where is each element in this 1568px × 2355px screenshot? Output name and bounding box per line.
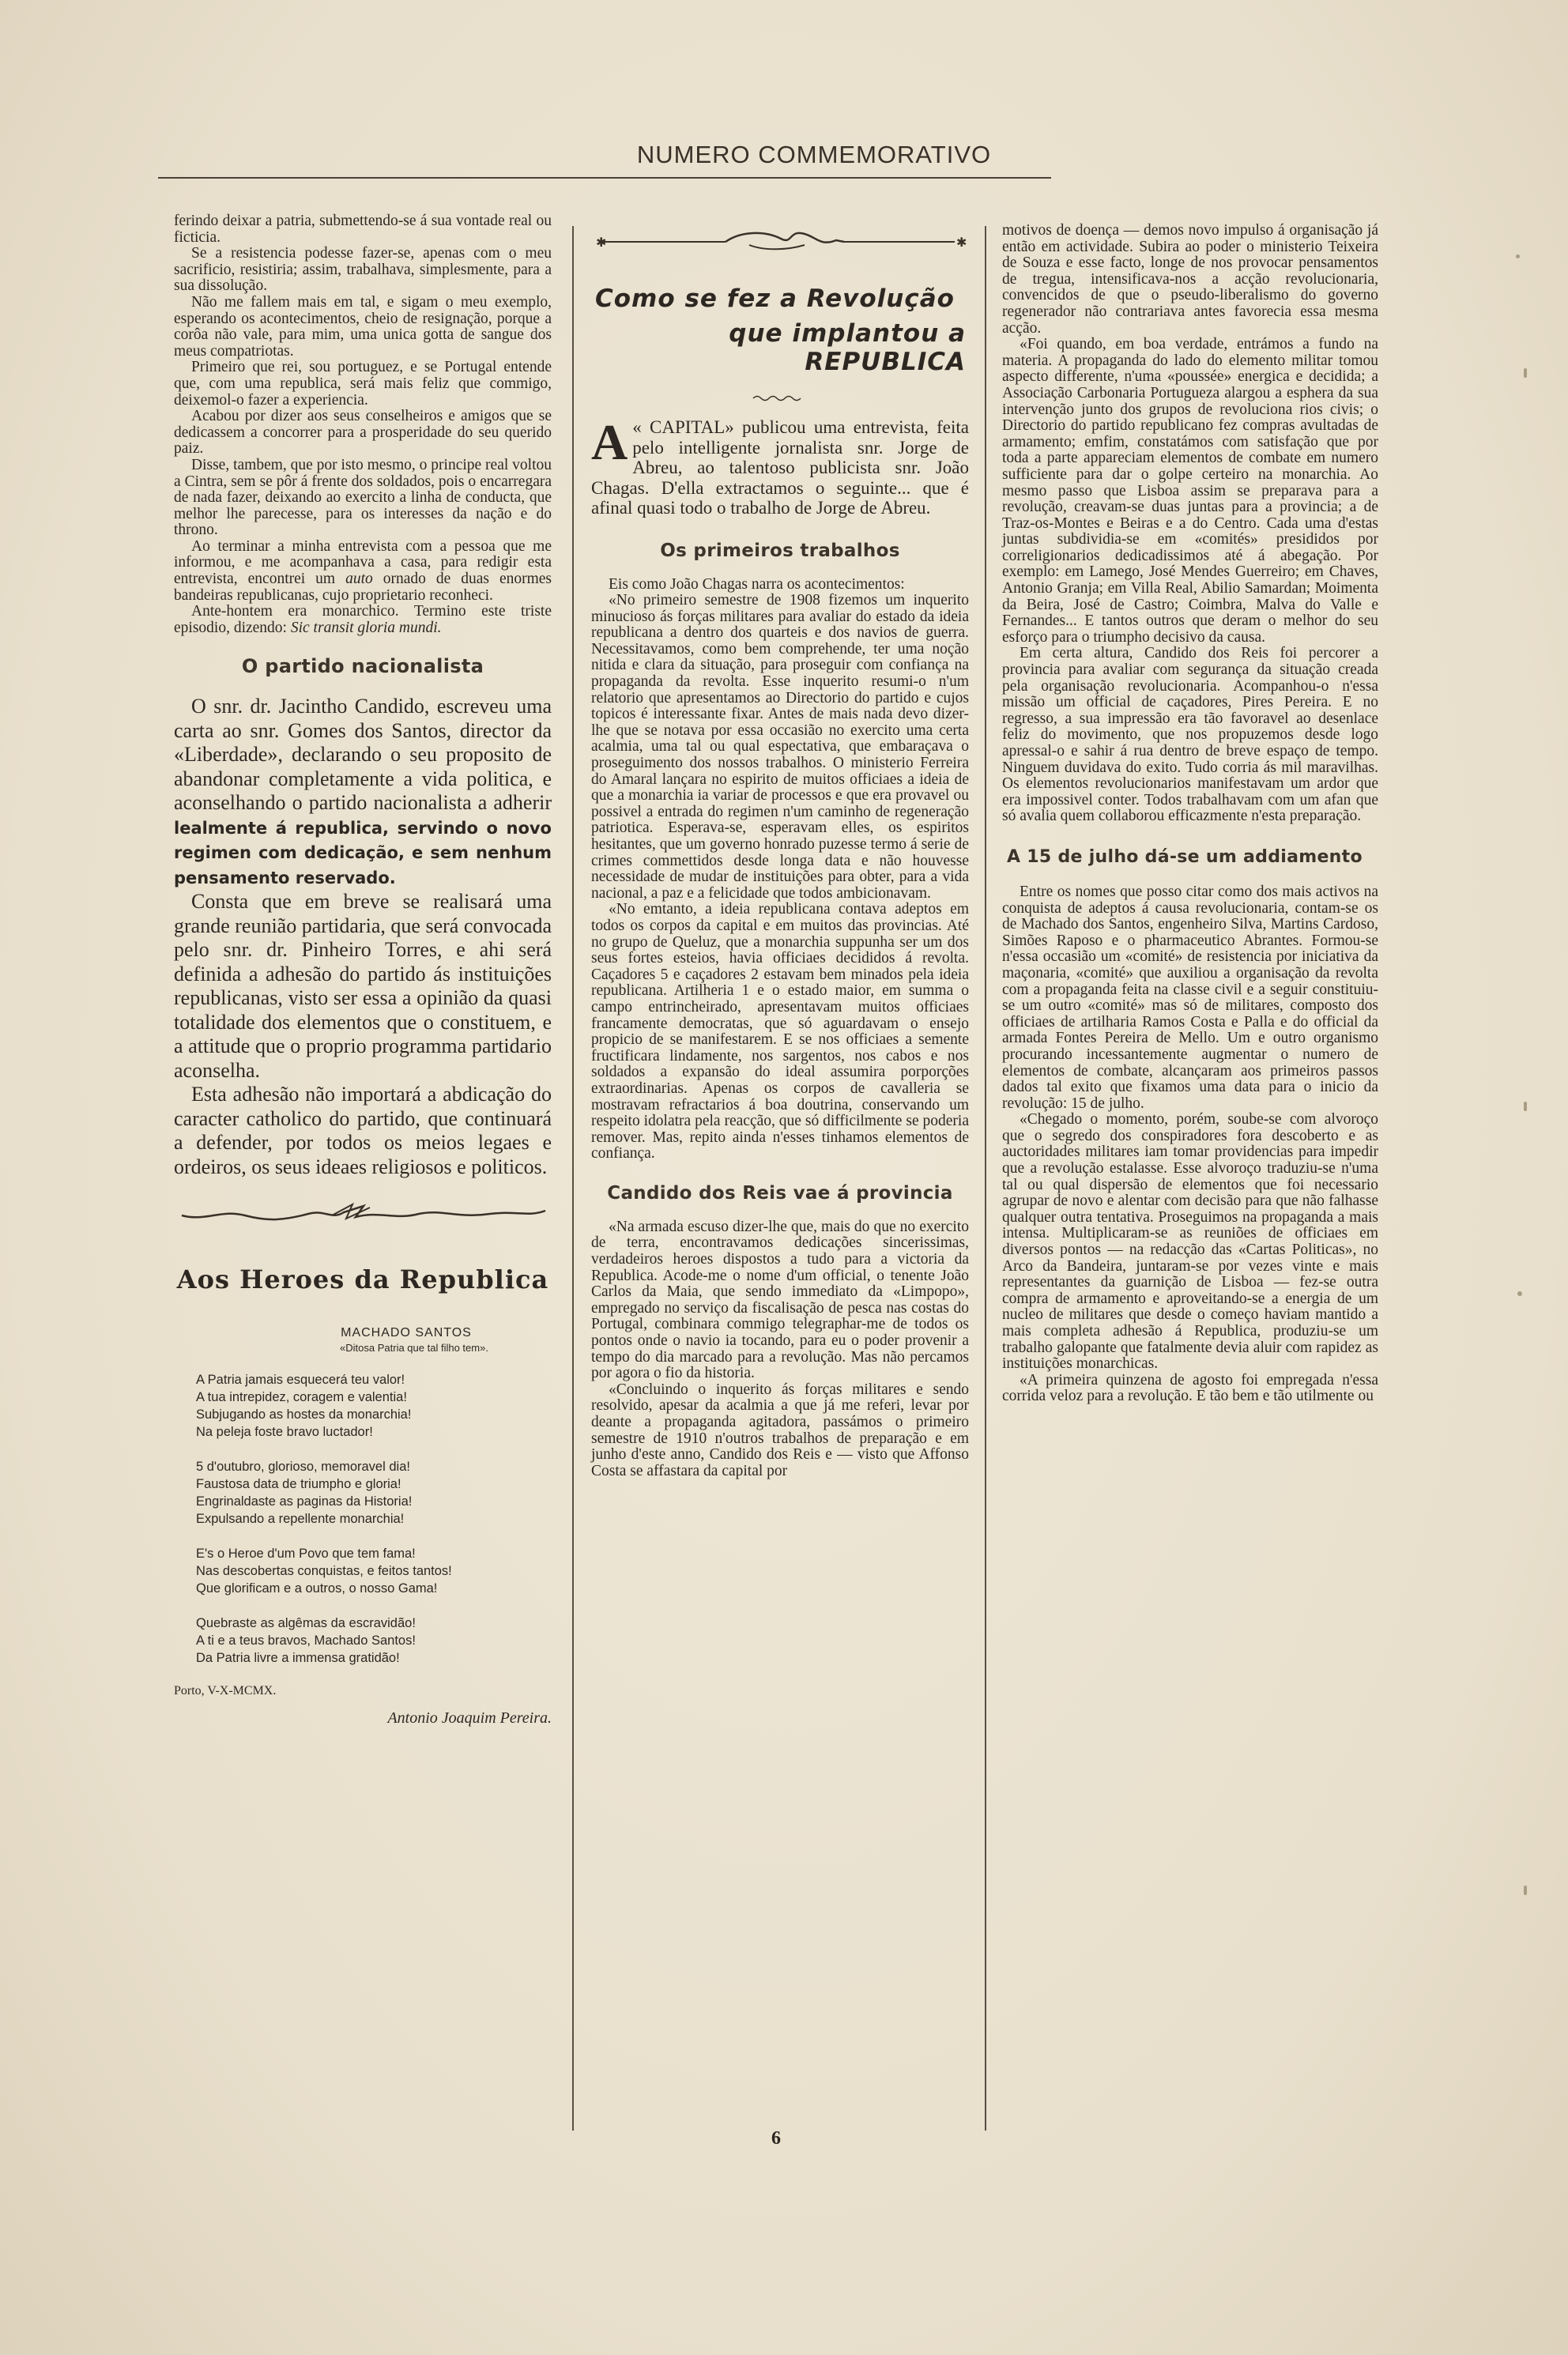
- text-span: CAPITAL» publicou uma entrevista, feita pelo intelligente jornalista snr. Jorge de Abreu, ao talentoso publicista snr. João Chagas. D'ella extractamos o seguinte... que é afinal quasi todo o trabalho de Jorge de Abreu.: [591, 417, 969, 518]
- right-paragraph: motivos de doença — demos novo impulso á organisação já então em actividade. Subira ao poder o ministerio Teixeira de Souza e esse facto, longe de nos provocar pensamentos de tregua, intensificava-nos a acção revolucionaria, convencidos de que o pseudo-liberalismo do governo regenerador não contrariava antes favorecia essa mesma acção.: [1002, 222, 1378, 337]
- left-paragraph: Se a resistencia podesse fazer-se, apenas com o meu sacrificio, resistiria; assim, trabalhava, simplesmente, para a sua dissolução.: [174, 245, 552, 295]
- middle-paragraph: «No primeiro semestre de 1908 fizemos um inquerito minucioso ás forças militares para avaliar do estado da ideia republicana a dentro dos quarteis e dos navios de guerra. Necessitavamos, como bem comprehende, ter uma noção nitida e clara da situação, para proseguir com confiança na propaganda da revolta. Esse inquerito resumi-o n'um relatorio que apresentamos ao Directorio do partido e cujos topicos é interessante fixar. Antes de mais nada devo dizer-lhe que se notava por essa occasião no exercito uma certa acalmia, uma tal ou qual espectativa, que embaraçava o proseguimento dos nossos trabalhos. O ministerio Ferreira do Amaral lançara no espirito de muitos officiaes a ideia de que a monarchia ia variar de processos e que era provavel ou possivel a entrada do regimen n'um caminho de regeneração patriotica. Esperava-se, esperavam elles, os espiritos hesitantes, que um governo honrado puzesse termo á serie de crimes commettidos desde longa data e não houvesse necessidade de mudar de instituições para obter, para a vida nacional, a paz e a felicidade que todos ambicionavam.: [591, 592, 969, 902]
- ornament-header: [591, 223, 969, 259]
- right-paragraph: Em certa altura, Candido dos Reis foi percorer a provincia para avaliar com segurança da situação creada pela organisação revolucionaria. Acompanhou-o n'essa missão um official de caçadores, Pires Pereira. E no regresso, a sua impressão era tão favoravel ao desenlace feliz do movimento, que nos propuzemos desde logo apressal-o e sahir á rua dentro de breve espaço de tempo. Ninguem duvidava do exito. Tudo corria ás mil maravilhas. Os elementos revolucionarios manifestavam um ardor que era impossivel conter. Todos trabalhavam com um afan que só avalia quem collaborou efficazmente n'esta preparação.: [1002, 645, 1378, 825]
- poem-line: Na peleja foste bravo luctador!: [196, 1425, 373, 1440]
- text-span: Ao terminar a minha entrevista com a pessoa que me informou, e me acompanhava a casa, para redigir esta entrevista, encontrei um: [174, 537, 552, 588]
- article-title-line1: Como se fez a Revolução: [595, 284, 955, 313]
- right-paragraph: «A primeira quinzena de agosto foi empregada n'essa corrida veloz para a revolução. E tão bem e tão utilmente ou: [1002, 1371, 1378, 1405]
- poem-line: E's o Heroe d'um Povo que tem fama!: [196, 1547, 416, 1562]
- paper-speck: [1517, 1291, 1522, 1296]
- poem-place-date: Porto, V-X-MCMX.: [174, 1684, 277, 1698]
- text-span: «: [632, 417, 642, 437]
- right-paragraph: «Foi quando, em boa verdade, entrámos a fundo na materia. A propaganda do lado do elemento militar tomou aspecto differente, n'uma «poussée» energica e decidida; a Associação Carbonaria Portugueza alargou a esphera da sua intervenção junto dos grupos de revoluciona rios civis; o Directorio do partido republicano fez compras avultadas de armamento; emfim, constatámos com satisfação que por toda a parte appareciam elementos de combate em numero sufficiente para dar o golpe certeiro na monarchia. Ao mesmo passo que Lisboa assim se preparava para a revolução, creavam-se duas juntas para a provincia; a de Traz-os-Montes e Beiras e a do Centro. Cada uma d'estas juntas subdividia-se em «comités» presididos por correligionarios dedicadissimos até á abegação. Por exemplo: em Lamego, José Mendes Guerreiro; em Chaves, Antonio Granja; em Villa Real, Abilio Samardan; Moimenta da Beira, José de Castro; Coimbra, Malva do Valle e Fernandes... E tantos outros que deram o melhor do seu esforço para o triumpho decisivo da causa.: [1002, 336, 1378, 646]
- article-title-line2: que implantou a REPUBLICA: [729, 319, 966, 376]
- paper-speck: [1524, 368, 1527, 378]
- svg-text:✱: ✱: [596, 235, 607, 250]
- svg-text:✱: ✱: [956, 235, 967, 250]
- header-title: NUMERO COMMEMORATIVO: [636, 141, 992, 168]
- poem-dedicatee: MACHADO SANTOS: [341, 1326, 472, 1340]
- poem-line: Que glorificam e a outros, o nosso Gama!: [196, 1581, 438, 1596]
- ornament-divider: [174, 1198, 552, 1230]
- text-span: ornado de duas enormes bandeiras republicanas, cujo proprietario reconheci.: [174, 571, 552, 604]
- middle-paragraph: «Concluindo o inquerito ás forças militares e sendo resolvido, apesar da acalmia a que já me referi, levar por deante a propaganda agitadora, passámos o primeiro semestre de 1910 n'outros trabalhos de preparação e em junho d'este anno, Candido dos Reis e — visto que Affonso Costa se affastara da capital por: [591, 1381, 969, 1479]
- middle-column: [591, 223, 969, 1479]
- small-wave-divider: [591, 387, 969, 411]
- section-title-partido: O partido nacionalista: [241, 655, 484, 678]
- poem-line: Faustosa data de triumpho e gloria!: [196, 1477, 401, 1492]
- left-paragraph: [174, 604, 552, 636]
- drop-cap: A: [591, 414, 628, 470]
- text-span: Sic transit gloria mundi.: [290, 619, 442, 636]
- left-paragraph: [174, 539, 552, 604]
- poem-author: Antonio Joaquim Pereira.: [387, 1709, 552, 1728]
- middle-paragraph: «Na armada escuso dizer-lhe que, mais do que no exercito de terra, encontravamos dedicações sincerissimas, verdadeiros heroes dispostos a tudo para a victoria da Republica. Acode-me o nome d'um official, o tenente João Carlos da Maia, que sendo immediato da «Limpopo», empregado no serviço da fiscalisação de pesca nas costas do Portugal, combinara commigo telegraphar-me de todos os pontos onde o navio ia tocando, para eu o poder provenir a tempo do dia marcado para a revolução. Mas não percamos por agora o fio da historia.: [591, 1218, 969, 1382]
- poem-line: Engrinaldaste as paginas da Historia!: [196, 1494, 413, 1509]
- paper-speck: [1524, 1886, 1527, 1895]
- poem-title: Aos Heroes da Republica: [176, 1264, 549, 1295]
- poem-stanza: [196, 1458, 552, 1528]
- left-paragraph: ferindo deixar a patria, submettendo-se á sua vontade real ou ficticia.: [174, 213, 552, 246]
- right-paragraph: «Chegado o momento, porém, soube-se com alvoroço que o segredo dos conspiradores fora descoberto e as auctoridades militares iam tomar providencias para impedir que a revolução estalasse. Esse alvoroço traduziu-se n'uma tal ou qual dispersão de elementos que foi necessario agrupar de novo e alentar com decisão para que não falhasse qualquer outra tentativa. Proseguimos na propaganda a mais intensa. Multiplicaram-se as reuniões de officiaes em diversos pontos — na redacção das «Cartas Politicas», no Arco da Bandeira, juntaram-se por vezes vinte e mais representantes da guarnição de Lisboa — fez-se outra compra de armamento e aproveitando-se a energia de um nucleo de militares que desde o começo haviam mantido a mais completa adhesão á Republica, produziu-se um trabalho galopante que fatalmente devia aluir com rapidez as instituições monarchicas.: [1002, 1111, 1378, 1373]
- paper-speck: [1516, 254, 1520, 258]
- column-rule: [985, 226, 986, 2131]
- section-title-candido: Candido dos Reis vae á provincia: [607, 1182, 953, 1204]
- poem-body: [174, 1371, 552, 1667]
- right-column: [1002, 223, 1378, 1405]
- text-span: lealmente á republica, servindo o novo regimen com dedicação, e sem nenhum pensamento reservado.: [174, 818, 552, 887]
- paper-speck: [1524, 1102, 1527, 1111]
- section-title-addiamento: A 15 de julho dá-se um addiamento: [1007, 846, 1363, 867]
- poem-line: Subjugando as hostes da monarchia!: [196, 1407, 412, 1422]
- left-paragraph: Disse, tambem, que por isto mesmo, o principe real voltou a Cintra, sem se pôr á frente dos soldados, pois o encarregara de nada fazer, deixando ao exercito a linha de conducta, que melhor lhe parecesse, para os interesses da nação e do throno.: [174, 456, 552, 539]
- left-paragraph: [174, 695, 552, 890]
- left-paragraph: Primeiro que rei, sou portuguez, e se Portugal entende que, com uma republica, será mais feliz que commigo, deixemol-o fazer a experiencia.: [174, 359, 552, 409]
- text-span: Ante-hontem era monarchico. Termino este triste episodio, dizendo:: [174, 603, 552, 636]
- poem-stanza: [196, 1545, 552, 1597]
- poem-line: A tua intrepidez, coragem e valentia!: [196, 1390, 407, 1405]
- poem-line: Da Patria livre a immensa gratidão!: [196, 1651, 400, 1666]
- page-number: 6: [771, 2128, 781, 2149]
- middle-paragraph: «No emtanto, a ideia republicana contava adeptos em todos os corpos da capital e em muitos das provincias. Até no grupo de Queluz, que a monarchia suppunha ser um dos seus fortes esteios, havia officiaes decididos á revolta. Caçadores 5 e caçadores 2 estavam bem minados pela ideia republicana. Artilheria 1 e o estado maior, em summa o campo entrincheirado, apresentavam muitos officiaes francamente democratas, que só aguardavam o ensejo propicio de se manifestarem. E se nos officiaes a semente fructificara lindamente, nos sargentos, nos cabos e nos soldados a expansão do ideal assumira porporções extraordinarias. Apenas os corpos de cavalleria se mostravam refractarios á boa doutrina, conservando um respeito idolatra pela reacção, que só difficilmente se poderia remover. Mas, repito ainda n'esses tinhamos elementos de confiança.: [591, 901, 969, 1162]
- page-header: [158, 141, 1051, 179]
- poem-line: A Patria jamais esquecerá teu valor!: [196, 1373, 405, 1388]
- poem-stanza: [196, 1371, 552, 1441]
- intro-paragraph: [591, 414, 969, 518]
- middle-paragraph: Eis como João Chagas narra os acontecimentos:: [609, 575, 905, 593]
- left-paragraph: Acabou por dizer aos seus conselheiros e amigos que se dedicassem a concorrer para a prosperidade do seu querido paiz.: [174, 408, 552, 458]
- text-span: auto: [345, 571, 373, 588]
- column-rule: [572, 226, 574, 2131]
- left-paragraph: Não me fallem mais em tal, e sigam o meu exemplo, esperando os acontecimentos, cheio de resignação, porque a corôa não vale, para mim, uma unica gotta de sangue dos meus compatriotas.: [174, 293, 552, 360]
- poem-line: Quebraste as algêmas da escravidão!: [196, 1616, 416, 1631]
- article-intro: [591, 414, 969, 518]
- right-paragraph: Entre os nomes que posso citar como dos mais activos na conquista de adeptos á causa revolucionaria, contam-se os de Machado dos Santos, engenheiro Silva, Martins Cardoso, Simões Raposo e o pharmaceutico Abrantes. Formou-se n'essa occasião um «comité» de resistencia por iniciativa da maçonaria, «comité» que auxiliou a organisação da revolta com a propaganda feita na classe civil e a seguir constituiu-se um outro «comité» mas só de militares, composto dos officiaes de artilharia Ramos Costa e Palla e do official da armada Fontes Pereira de Mello. Um e outro organismo procurando incessantemente augmentar o numero de elementos de combate, alcançaram aos primeiros passos dados tal exito que fixamos uma data para o inicio da revolução: 15 de julho.: [1002, 883, 1378, 1112]
- poem-line: A ti e a teus bravos, Machado Santos!: [196, 1633, 416, 1648]
- section-title-primeiros: Os primeiros trabalhos: [660, 540, 900, 561]
- poem-line: Expulsando a repellente monarchia!: [196, 1512, 405, 1527]
- left-paragraph: Esta adhesão não importará a abdicação do caracter catholico do partido, que continuará a defender, por todos os meios legaes e ordeiros, os seus ideaes religiosos e politicos.: [174, 1083, 552, 1178]
- poem-epigraph: «Ditosa Patria que tal filho tem».: [340, 1342, 488, 1355]
- poem-stanza: [196, 1615, 552, 1667]
- text-span: O snr. dr. Jacintho Candido, escreveu uma carta ao snr. Gomes dos Santos, director da «Liberdade», declarando o seu proposito de abandonar completamente a vida politica, e aconselhando o partido nacionalista a adherir: [174, 695, 552, 815]
- poem-line: 5 d'outubro, glorioso, memoravel dia!: [196, 1460, 410, 1475]
- left-column: [174, 213, 552, 1728]
- left-paragraph: Consta que em breve se realisará uma grande reunião partidaria, que será convocada pelo snr. dr. Pinheiro Torres, e ahi será definida a adhesão do partido ás instituições republicanas, visto ser essa a opinião da quasi totalidade dos elementos que o constituem, e a attitude que o proprio programma partidario aconselha.: [174, 890, 552, 1082]
- poem-line: Nas descobertas conquistas, e feitos tantos!: [196, 1564, 452, 1579]
